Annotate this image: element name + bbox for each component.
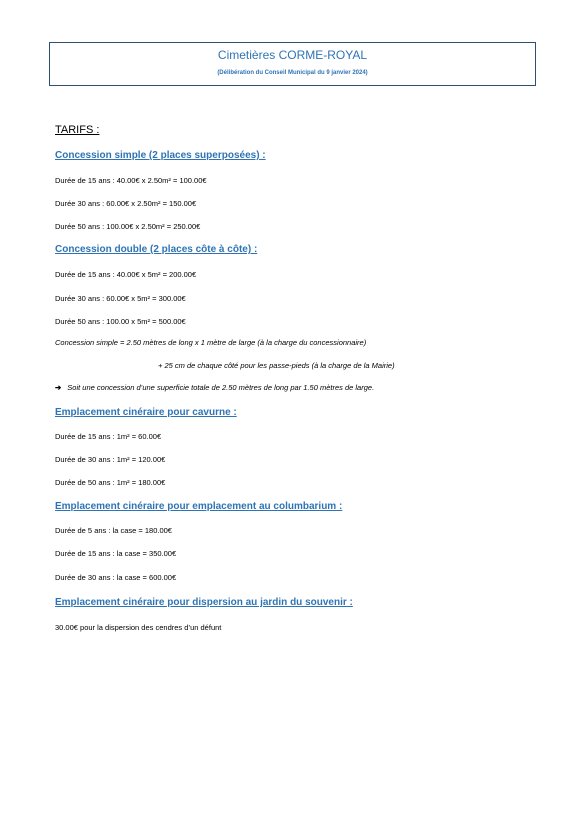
dimension-note-total-text: Soit une concession d’une superficie totale de 2.50 mètres de long par 1.50 mètres de large.: [67, 383, 375, 392]
price-line: Durée 50 ans : 100.00€ x 2.50m² = 250.00€: [55, 222, 201, 231]
header-box: [49, 42, 536, 86]
page-title: Cimetières CORME-ROYAL: [217, 48, 368, 62]
dimension-note: Concession simple = 2.50 mètres de long x 1 mètre de large (à la charge du concessionnaire): [55, 338, 367, 347]
arrow-right-icon: ➔: [55, 383, 62, 392]
dimension-note: + 25 cm de chaque côté pour les passe-pieds (à la charge de la Mairie): [158, 361, 395, 370]
price-line: 30.00€ pour la dispersion des cendres d’un défunt: [55, 623, 222, 632]
section-title-concession-double: Concession double (2 places côte à côte) :: [55, 244, 258, 255]
price-line: Durée 30 ans : 60.00€ x 2.50m² = 150.00€: [55, 199, 197, 208]
tarifs-heading: TARIFS :: [55, 124, 100, 136]
section-title-concession-simple: Concession simple (2 places superposées) :: [55, 150, 266, 161]
dimension-note-total: [55, 383, 374, 392]
price-line: Durée de 5 ans : la case = 180.00€: [55, 526, 172, 535]
price-line: Durée de 15 ans : 40.00€ x 5m² = 200.00€: [55, 270, 197, 279]
price-line: Durée 30 ans : 60.00€ x 5m² = 300.00€: [55, 294, 186, 303]
price-line: Durée 50 ans : 100.00 x 5m² = 500.00€: [55, 317, 186, 326]
price-line: Durée de 30 ans : la case = 600.00€: [55, 573, 177, 582]
section-title-cavurne: Emplacement cinéraire pour cavurne :: [55, 407, 237, 418]
price-line: Durée de 15 ans : 1m² = 60.00€: [55, 432, 162, 441]
price-line: Durée de 15 ans : 40.00€ x 2.50m² = 100.00€: [55, 176, 207, 185]
section-title-columbarium: Emplacement cinéraire pour emplacement au columbarium :: [55, 501, 343, 512]
price-line: Durée de 30 ans : 1m² = 120.00€: [55, 455, 166, 464]
price-line: Durée de 50 ans : 1m² = 180.00€: [55, 478, 166, 487]
page-subtitle: (Délibération du Conseil Municipal du 9 janvier 2024): [217, 70, 368, 76]
section-title-jardin-souvenir: Emplacement cinéraire pour dispersion au jardin du souvenir :: [55, 597, 353, 608]
price-line: Durée de 15 ans : la case = 350.00€: [55, 549, 177, 558]
